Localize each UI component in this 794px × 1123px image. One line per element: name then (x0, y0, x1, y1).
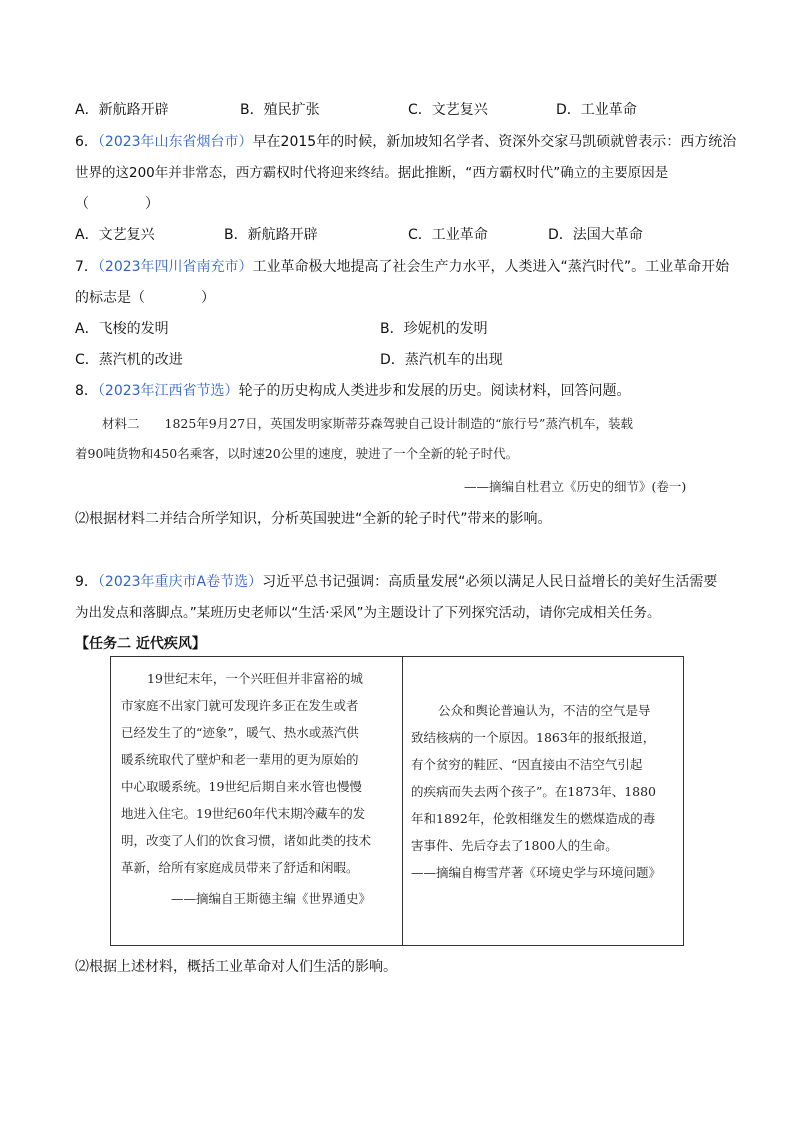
q9-right-line: 致结核病的一个原因。1863年的报纸报道， (411, 730, 656, 745)
q9-line2: 为出发点和落脚点。”某班历史老师以“生活·采风”为主题设计了下列探究活动，请你完成相关任务。 (75, 605, 661, 621)
q9-left-line: 地进入住宅。19世纪60年代末期冷藏车的发 (121, 806, 366, 821)
q7-number: 7． (75, 259, 98, 275)
q9-left-line: 已经发生了的“迹象”，暖气、热水或蒸汽供 (121, 725, 359, 740)
q6-number: 6． (75, 134, 98, 150)
q8-line1 (75, 381, 631, 401)
q6-line1 (75, 132, 736, 152)
q9-task-heading: 【任务二 近代疾风】 (75, 636, 206, 652)
q9-left-line: 明，改变了人们的饮食习惯，诸如此类的技术 (121, 833, 372, 848)
q5-option-a: A．新航路开辟 (75, 102, 169, 118)
q9-left-line: 19世纪末年，一个兴旺但并非富裕的城 (147, 671, 363, 686)
q6-answer-blank: （ ） (75, 196, 159, 212)
q8-material-line1: 材料二 1825年9月27日，英国发明家斯蒂芬森驾驶自己设计制造的“旅行号”蒸汽机车，装载 (102, 416, 633, 431)
q7-option-c: C．蒸汽机的改进 (75, 352, 183, 368)
q9-right-line: 的疾病而失去两个孩子”。在1873年、1880 (411, 784, 657, 799)
q9-left-line: 暖系统取代了壁炉和老一辈用的更为原始的 (121, 752, 359, 767)
q9-left-line: 中心取暖系统。19世纪后期自来水管也慢慢 (121, 779, 362, 794)
q9-right-line: 公众和舆论普遍认为，不洁的空气是导 (438, 703, 651, 718)
q7-option-a: A．飞梭的发明 (75, 321, 169, 337)
q8-number: 8． (75, 383, 98, 399)
q6-option-a: A．文艺复兴 (75, 227, 155, 243)
q9-right-line: 害事件、先后夺去了1800人的生命。 (411, 838, 618, 853)
q6-option-c: C．工业革命 (408, 227, 488, 243)
q9-question: ⑵根据上述材料，概括工业革命对人们生活的影响。 (75, 959, 397, 975)
q9-stem-part1: 习近平总书记强调：高质量发展“必须以满足人民日益增长的美好生活需要 (262, 574, 718, 590)
q5-option-d: D．工业革命 (556, 102, 637, 118)
q7-source: （2023年四川省南充市） (97, 259, 253, 275)
q8-stem: 轮子的历史构成人类进步和发展的历史。阅读材料，回答问题。 (238, 383, 631, 399)
q6-option-b: B．新航路开辟 (224, 227, 318, 243)
q5-option-b: B．殖民扩张 (240, 102, 320, 118)
q5-option-c: C．文艺复兴 (408, 102, 488, 118)
q9-left-line: 革新，给所有家庭成员带来了舒适和闲暇。 (121, 860, 359, 875)
q6-option-d: D．法国大革命 (548, 227, 643, 243)
q7-option-d: D．蒸汽机车的出现 (380, 352, 503, 368)
q8-material-source: ——摘编自杜君立《历史的细节》(卷一) (464, 479, 687, 494)
q9-table-divider (402, 657, 403, 945)
q9-source: （2023年重庆市A卷节选） (97, 574, 263, 590)
q9-right-line: 年和1892年，伦敦相继发生的燃煤造成的毒 (411, 811, 656, 826)
q9-number: 9． (75, 574, 98, 590)
q7-option-b: B．珍妮机的发明 (380, 321, 488, 337)
q6-source: （2023年山东省烟台市） (97, 134, 253, 150)
q9-right-line: 有个贫穷的鞋匠、“因直接由不洁空气引起 (411, 757, 643, 772)
q7-line1 (75, 257, 729, 277)
q8-source: （2023年江西省节选） (97, 383, 239, 399)
q7-line2: 的标志是（ ） (75, 290, 215, 306)
q7-stem-part1: 工业革命极大地提高了社会生产力水平，人类进入“蒸汽时代”。工业革命开始 (252, 259, 730, 275)
q9-left-source: ——摘编自王斯德主编《世界通史》 (171, 891, 372, 906)
q9-left-line: 市家庭不出家门就可发现许多正在发生或者 (121, 698, 359, 713)
q9-material-table (110, 656, 684, 946)
q9-line1 (75, 572, 717, 592)
q6-stem-part1: 早在2015年的时候，新加坡知名学者、资深外交家马凯硕就曾表示：西方统治 (252, 134, 737, 150)
q8-question: ⑵根据材料二并结合所学知识，分析英国驶进“全新的轮子时代”带来的影响。 (75, 511, 552, 527)
q6-line2: 世界的这200年并非常态，西方霸权时代将迎来终结。据此推断，“西方霸权时代”确立的主要原因是 (75, 165, 669, 181)
q8-material-line2: 着90吨货物和450名乘客，以时速20公里的速度，驶进了一个全新的轮子时代。 (75, 446, 519, 461)
q9-right-source: ——摘编自梅雪芹著《环境史学与环境问题》 (411, 865, 662, 880)
